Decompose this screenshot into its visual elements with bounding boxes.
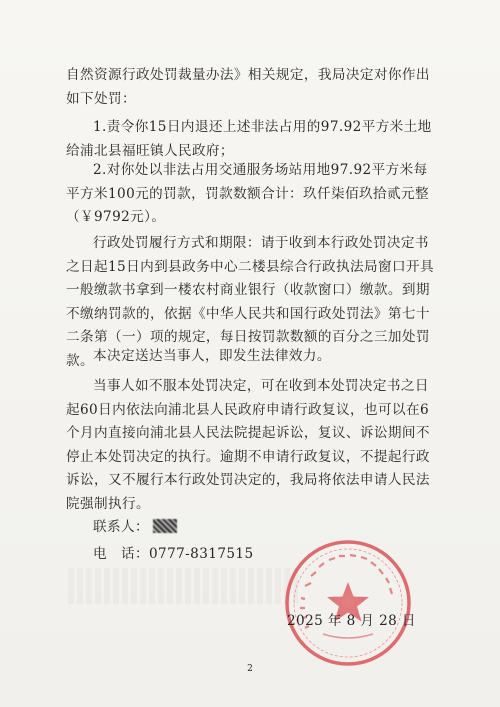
- paragraph-penalty-intro: 自然资源行政处罚裁量办法》相关规定，我局决定对你作出如下处罚：: [66, 67, 430, 107]
- contact-phone-row: [93, 542, 254, 562]
- paragraph-penalty-item-1: 1.责令你15日内退还上述非法占用的97.92平方米土地给浦北县福旺镇人民政府；: [66, 119, 432, 159]
- paragraph-appeal-rights: 当事人如不服本处罚决定，可在收到本处罚决定书之日起60日内依法向浦北县人民政府申请行政复议，也可以在6个月内直接向浦北县人民法院提起诉讼，复议、诉讼期间不停止本处罚决定的执行。逾期不申请行政复议，不提起行政诉讼，又不履行本行政处罚决定的，我局将依法申请人民法院强制执行。: [66, 378, 430, 512]
- paragraph-payment-method: 行政处罚履行方式和期限：请于收到本行政处罚决定书之日起15日内到县政务中心二楼县综合行政执法局窗口开具一般缴款书拿到一楼农村商业银行（收款窗口）缴款。到期不缴纳罚款的，依据《中华人民共和国行政处罚法》第七十二条第（一）项的规定，每日按罚款数额的百分之三加处罚款。: [66, 235, 434, 369]
- official-seal-stamp: [283, 538, 413, 668]
- paragraph-penalty-item-2: 2.对你处以非法占用交通服务场站用地97.92平方米每平方米100元的罚款，罚款数额合计：玖仟柒佰玖拾贰元整（￥9792元）。: [66, 162, 429, 226]
- redacted-name: [153, 519, 177, 533]
- paragraph-effect: 本决定送达当事人，即发生法律效力。: [93, 348, 331, 364]
- contact-person-label: 联系人：: [93, 519, 149, 535]
- contact-phone-label: 电 话：: [93, 546, 149, 562]
- contact-person-row: [93, 515, 177, 535]
- page-number: 2: [247, 664, 253, 674]
- contact-phone-value: 0777-8317515: [148, 546, 254, 562]
- signature-date: 2025 年 8 月 28 日: [287, 613, 416, 629]
- seal-bottom-arc: [323, 634, 373, 638]
- bleed-through-text: [68, 568, 298, 604]
